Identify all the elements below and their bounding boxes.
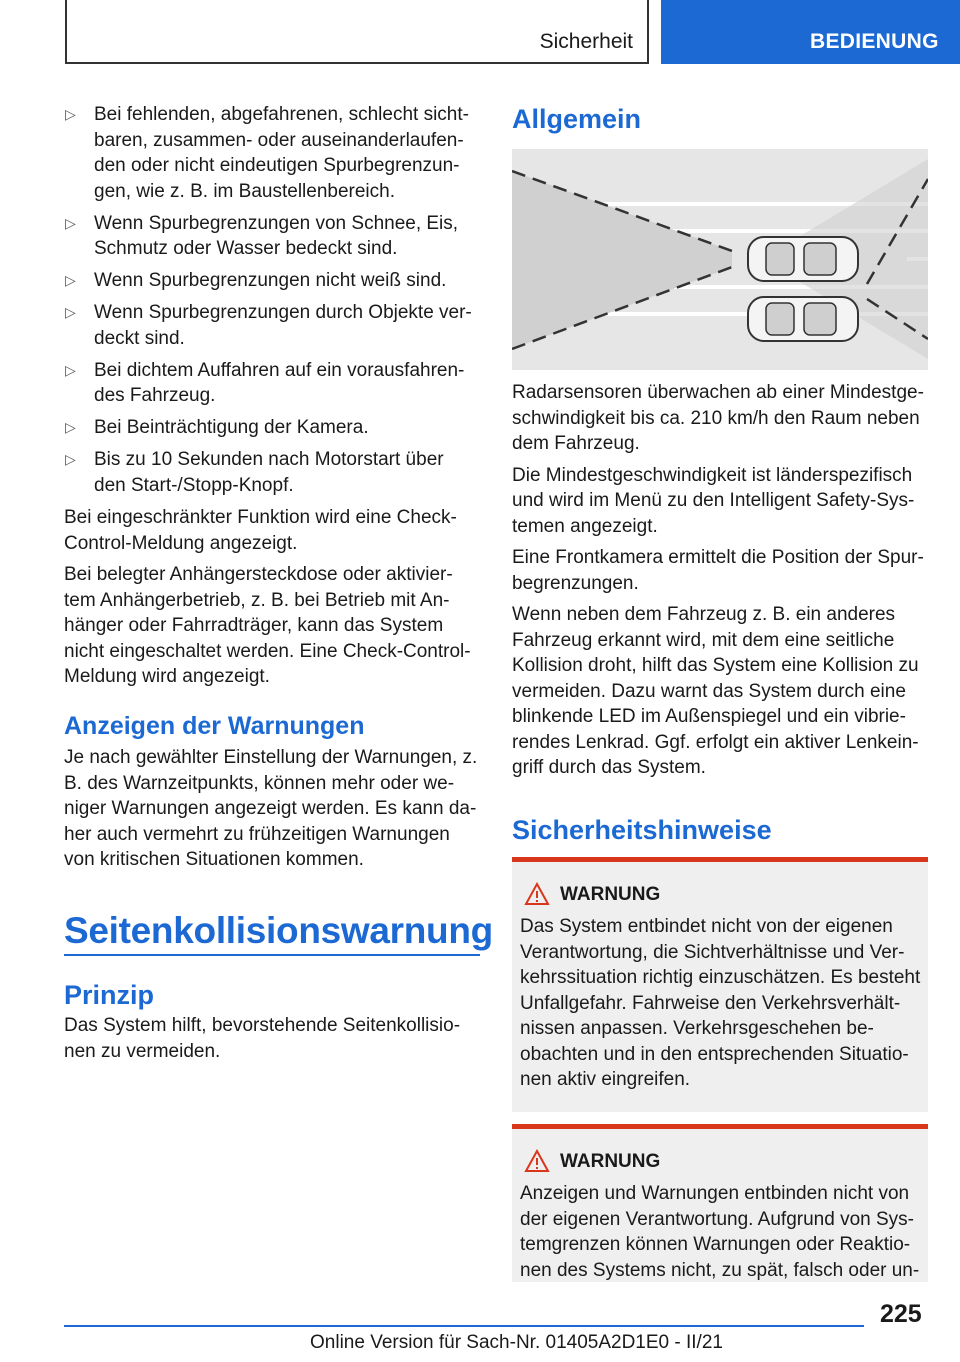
warning-box	[512, 1124, 928, 1282]
list-item: ▷ Wenn Spurbegrenzungen von Schnee, Eis, Schmutz oder Wasser bedeckt sind.	[65, 212, 459, 259]
warning-triangle-icon	[524, 882, 550, 906]
page-number: 225	[880, 1300, 922, 1328]
warning-box	[512, 857, 928, 1112]
heading-allgemein: Allgemein	[512, 104, 642, 134]
heading-prinzip: Prinzip	[64, 980, 155, 1010]
heading-seitenkollisionswarnung: Seitenkollisionswarnung	[64, 910, 493, 951]
triangle-bullet-icon: ▷	[65, 272, 76, 288]
header-section-tab	[65, 0, 649, 64]
road-diagram-icon	[512, 149, 928, 370]
paragraph: Eine Frontkamera ermittelt die Position der Spur-begrenzungen.	[512, 547, 924, 594]
list-item: ▷ Bei fehlenden, abgefahrenen, schlecht sicht-baren, zusammen- oder auseinanderlaufen-den oder nicht eindeutigen Spurbegrenzun-gen, wie z. B. im Baustellenbereich.	[65, 104, 469, 202]
header-section-label: Sicherheit	[539, 30, 633, 53]
warning-text: Anzeigen und Warnungen entbinden nicht von der eigenen Verantwortung. Aufgrund von Sys-temgrenzen können Warnungen oder Reaktio-nen des Systems nicht, zu spät, falsch oder un-	[520, 1183, 920, 1281]
list-item: ▷ Bei Beinträchtigung der Kamera.	[64, 415, 480, 441]
heading-sicherheitshinweise: Sicherheitshinweise	[512, 815, 772, 845]
header-chapter-tab	[661, 0, 960, 64]
footer-version: Online Version für Sach-Nr. 01405A2D1E0 - II/21	[310, 1332, 723, 1353]
triangle-bullet-icon: ▷	[65, 214, 76, 231]
paragraph: Wenn neben dem Fahrzeug z. B. ein anderes Fahrzeug erkannt wird, mit dem eine seitliche Kollision droht, hilft das System eine Kollision zu vermeiden. Dazu warnt das System durch eine blinkende LED im Außenspiegel und ein vibrie-rendes Lenkrad. Ggf. erfolgt ein aktiver Lenkein-griff durch das System.	[512, 604, 919, 778]
warning-text: Das System entbindet nicht von der eigenen Verantwortung, die Sichtverhältnisse und Ver-kehrssituation richtig einzuschätzen. Es besteht Unfallgefahr. Fahrweise den Verkehrsverhält-nissen anpassen. Verkehrsgeschehen be-obachten und in den entsprechenden Situatio-nen aktiv eingreifen.	[520, 916, 921, 1090]
warning-title: WARNUNG	[560, 884, 661, 905]
paragraph: Das System hilft, bevorstehende Seitenkollisio-nen zu vermeiden.	[64, 1015, 461, 1062]
header-chapter-label: BEDIENUNG	[810, 30, 939, 53]
paragraph: Je nach gewählter Einstellung der Warnungen, z. B. des Warnzeitpunkts, können mehr oder we-niger Warnungen angezeigt werden. Es kann da-her auch vermehrt zu frühzeitigen Warnungen von kritischen Situationen kommen.	[64, 747, 478, 870]
triangle-bullet-icon: ▷	[65, 451, 76, 467]
footer-rule	[64, 1325, 864, 1327]
triangle-bullet-icon: ▷	[65, 106, 76, 122]
warning-title: WARNUNG	[560, 1151, 661, 1172]
list-item: ▷ Bis zu 10 Sekunden nach Motorstart über den Start-/Stopp-Knopf.	[65, 449, 444, 496]
warning-triangle-icon	[524, 1149, 550, 1173]
limitations-list	[64, 102, 480, 505]
paragraph: Die Mindestgeschwindigkeit ist länderspezifisch und wird im Menü zu den Intelligent Safety-Sys-temen angezeigt.	[512, 464, 915, 537]
paragraph: Bei belegter Anhängersteckdose oder aktivier-tem Anhängerbetrieb, z. B. bei Betrieb mit An-hänger oder Fahrradträger, kann das System nicht eingeschaltet werden. Eine Check-Control-Meldung wird angezeigt.	[64, 564, 471, 687]
triangle-bullet-icon: ▷	[65, 419, 76, 435]
heading-rule	[64, 954, 480, 956]
radar-coverage-illustration	[512, 149, 928, 370]
triangle-bullet-icon: ▷	[65, 304, 76, 320]
list-item: ▷ Wenn Spurbegrenzungen durch Objekte ver-deckt sind.	[65, 302, 472, 349]
list-item: ▷ Bei dichtem Auffahren auf ein vorausfahren-des Fahrzeug.	[65, 359, 465, 406]
triangle-bullet-icon: ▷	[65, 361, 76, 378]
list-item: ▷ Wenn Spurbegrenzungen nicht weiß sind.	[64, 268, 480, 294]
paragraph: Bei eingeschränkter Funktion wird eine Check-Control-Meldung angezeigt.	[64, 507, 457, 554]
paragraph: Radarsensoren überwachen ab einer Mindestge-schwindigkeit bis ca. 210 km/h den Raum neben dem Fahrzeug.	[512, 382, 924, 454]
heading-anzeigen: Anzeigen der Warnungen	[64, 712, 365, 740]
